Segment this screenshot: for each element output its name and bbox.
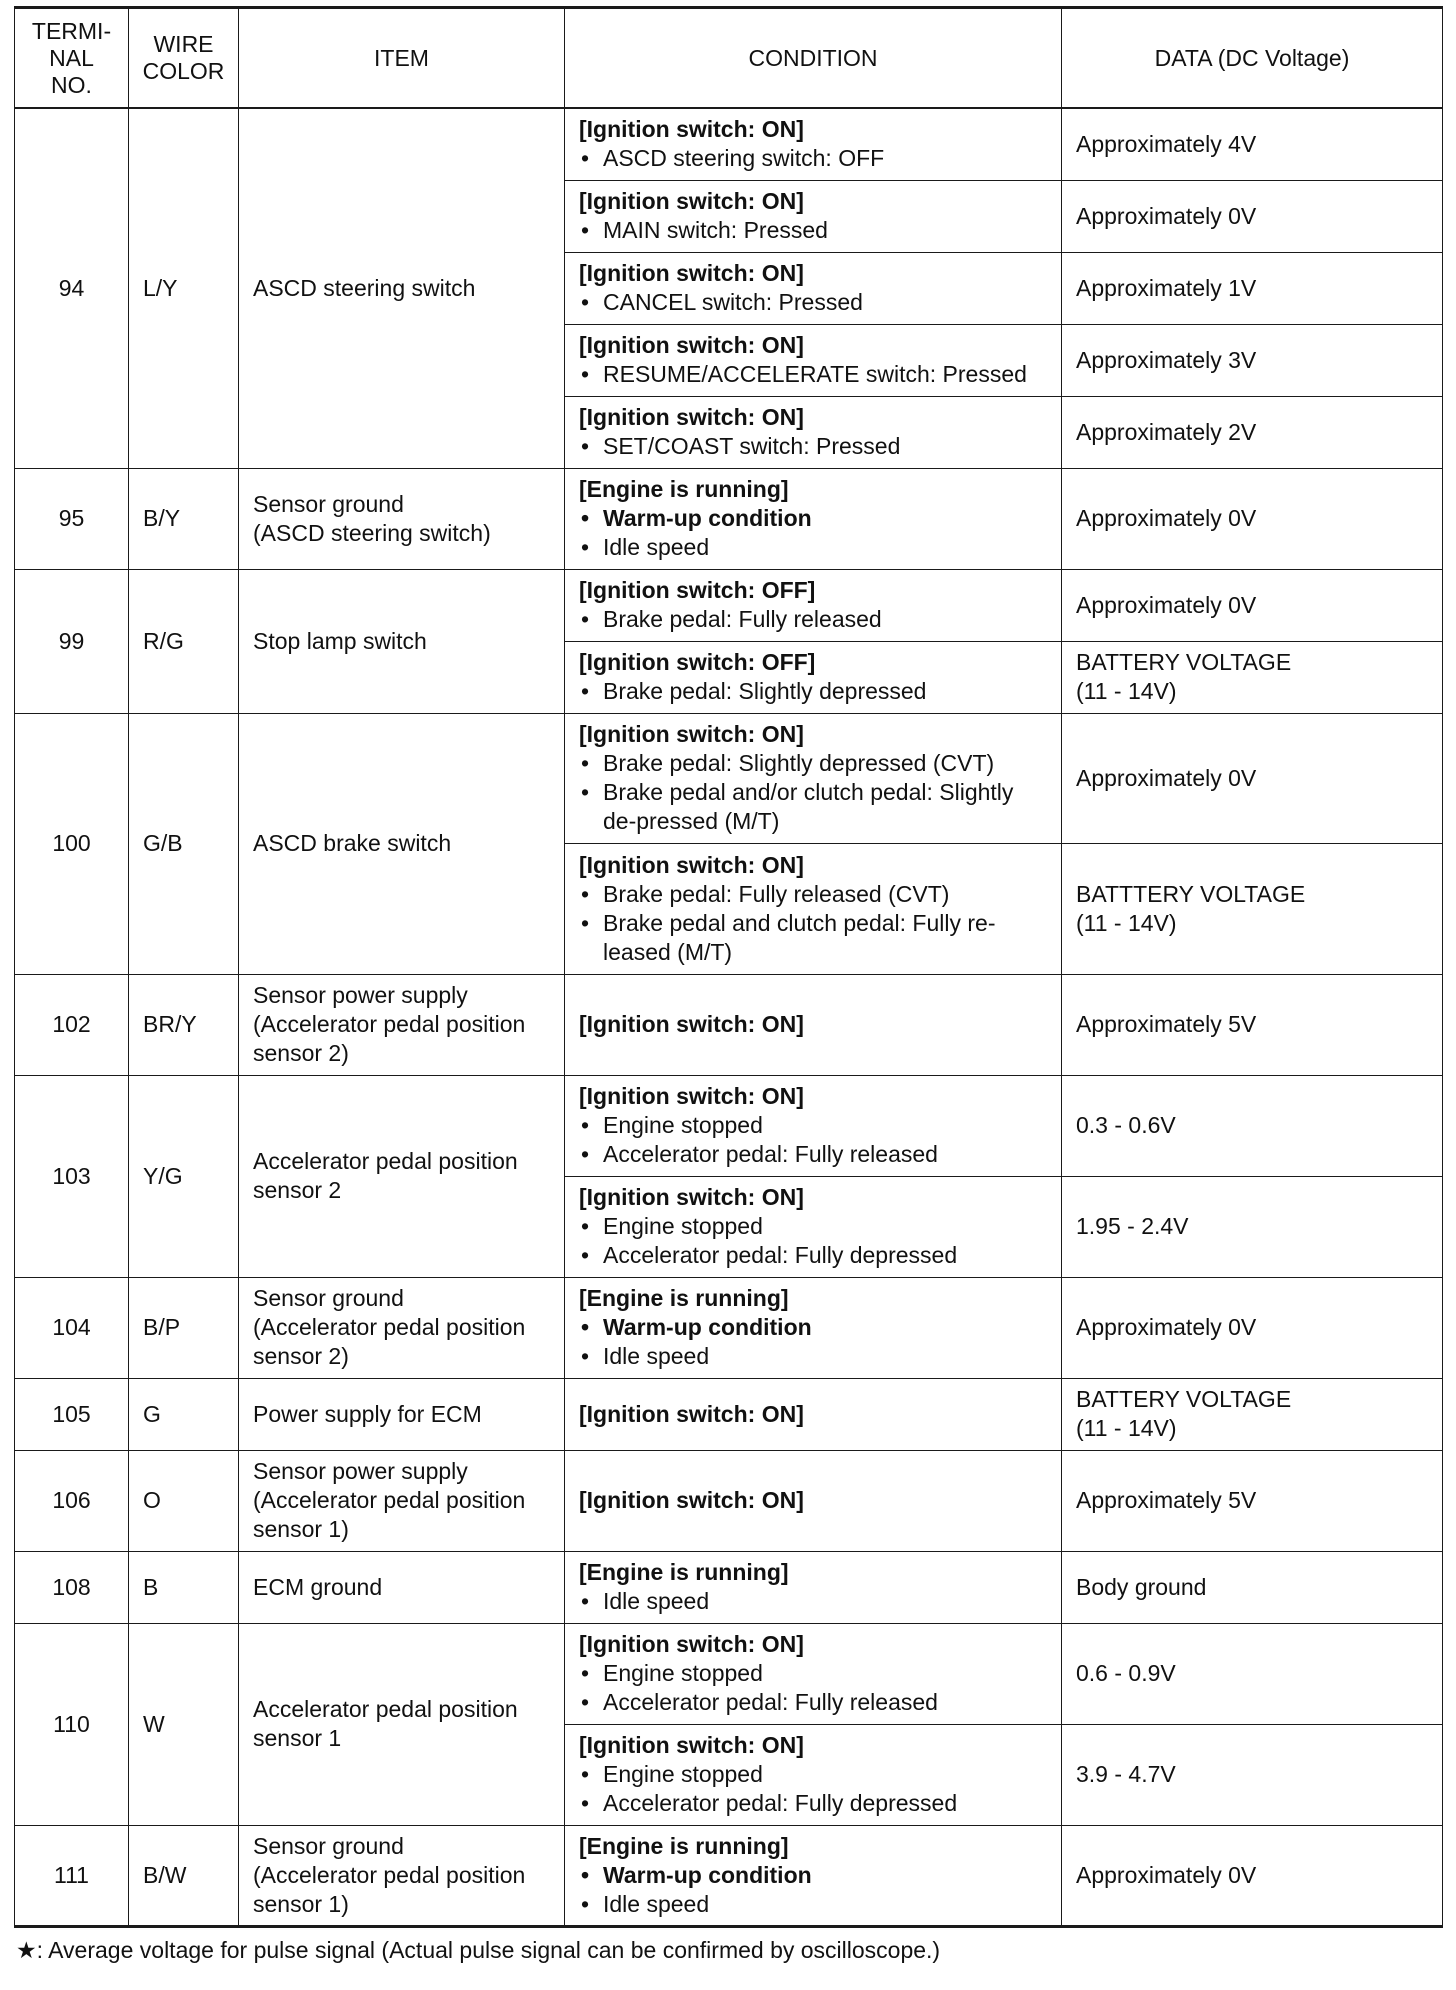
wire-color: Y/G [129,1075,239,1277]
condition-item: • Warm-up condition [579,1313,1047,1342]
condition-heading: [Ignition switch: ON] [579,1083,804,1109]
item-line: ASCD brake switch [253,830,452,856]
condition-heading: [Ignition switch: ON] [579,1732,804,1758]
item-line: (Accelerator pedal position [253,1011,526,1037]
wire-color: B/P [129,1277,239,1378]
header-wire-color: WIRE COLOR [129,8,239,109]
item-line: Accelerator pedal position [253,1148,518,1174]
item-line: ECM ground [253,1573,383,1600]
data-value [1062,1724,1443,1825]
condition-heading: [Engine is running] [579,1832,789,1859]
condition-item: • Idle speed [579,1587,1047,1616]
condition-list [579,504,1047,562]
item-description [239,108,565,468]
item-line: Stop lamp switch [253,627,427,654]
table-row [15,1075,1443,1176]
condition-cell [565,569,1062,641]
item-line: sensor 1 [253,1725,342,1751]
table-row [15,1378,1443,1450]
terminal-no: 100 [15,713,129,974]
data-value [1062,180,1443,252]
data-line: Approximately 0V [1076,591,1257,618]
condition-list [579,677,1047,706]
wire-color: BR/Y [129,974,239,1075]
item-description [239,1277,565,1378]
data-line: (11 - 14V) [1076,909,1177,936]
condition-item: • Idle speed [579,1342,1047,1371]
terminal-no: 99 [15,569,129,713]
condition-item: • Accelerator pedal: Fully depressed [579,1241,1047,1270]
item-line: Sensor ground [253,490,404,517]
wire-color: B/W [129,1825,239,1926]
condition-heading: [Engine is running] [579,476,789,502]
condition-heading: [Ignition switch: ON] [579,1400,804,1427]
item-line: (Accelerator pedal position [253,1861,526,1888]
condition-item: • Accelerator pedal: Fully released [579,1140,1047,1169]
condition-cell [565,843,1062,974]
condition-item: • Brake pedal: Fully released (CVT) [579,880,1047,909]
condition-heading: [Ignition switch: ON] [579,1011,804,1037]
condition-list [579,1111,1047,1169]
condition-heading: [Ignition switch: ON] [579,851,804,878]
item-line: Sensor power supply [253,982,468,1008]
condition-list [579,288,1047,317]
data-value [1062,1825,1443,1926]
condition-item: • RESUME/ACCELERATE switch: Pressed [579,360,1047,389]
data-value [1062,1450,1443,1551]
condition-item: • Brake pedal: Slightly depressed (CVT) [579,749,1047,778]
condition-heading: [Ignition switch: ON] [579,404,804,430]
condition-item: • Warm-up condition [579,1861,1047,1890]
wire-color: R/G [129,569,239,713]
terminal-no: 102 [15,974,129,1075]
item-line: (Accelerator pedal position [253,1314,526,1340]
condition-cell [565,1825,1062,1926]
table-row [15,1450,1443,1551]
terminal-no: 108 [15,1551,129,1623]
wire-color: G [129,1378,239,1450]
terminal-no: 105 [15,1378,129,1450]
table-row [15,974,1443,1075]
terminal-no: 94 [15,108,129,468]
condition-list [579,144,1047,173]
condition-cell [565,1551,1062,1623]
condition-item: • Accelerator pedal: Fully depressed [579,1789,1047,1818]
item-description [239,1378,565,1450]
header-condition: CONDITION [565,8,1062,109]
item-line: Sensor ground [253,1832,404,1859]
data-value [1062,468,1443,569]
condition-cell [565,1277,1062,1378]
terminal-no: 111 [15,1825,129,1926]
condition-list [579,1587,1047,1616]
item-line: sensor 2 [253,1177,342,1203]
condition-cell [565,1623,1062,1724]
wire-color: L/Y [129,108,239,468]
condition-cell [565,108,1062,180]
condition-cell [565,1378,1062,1450]
item-line: (Accelerator pedal position [253,1487,526,1513]
data-line: Approximately 3V [1076,346,1257,373]
item-line: Accelerator pedal position [253,1696,518,1722]
data-line: 3.9 - 4.7V [1076,1761,1176,1787]
table-row [15,1277,1443,1378]
terminal-no: 106 [15,1450,129,1551]
item-line: ASCD steering switch [253,274,476,301]
condition-heading: [Ignition switch: ON] [579,260,804,286]
terminal-no: 104 [15,1277,129,1378]
table-row [15,1825,1443,1926]
wire-color: B [129,1551,239,1623]
data-line: Approximately 0V [1076,1314,1257,1340]
condition-cell [565,713,1062,843]
condition-item: • Engine stopped [579,1659,1047,1688]
condition-item: • Engine stopped [579,1111,1047,1140]
condition-item: • Warm-up condition [579,504,1047,533]
data-line: Approximately 0V [1076,1861,1257,1888]
data-line: BATTTERY VOLTAGE [1076,880,1306,907]
data-line: Approximately 4V [1076,130,1257,157]
condition-item: • Engine stopped [579,1212,1047,1241]
condition-item: • CANCEL switch: Pressed [579,288,1047,317]
condition-cell [565,1724,1062,1825]
item-line: sensor 2) [253,1040,349,1066]
header-item: ITEM [239,8,565,109]
data-value [1062,324,1443,396]
table-row [15,713,1443,843]
condition-cell [565,468,1062,569]
condition-list [579,605,1047,634]
data-line: 1.95 - 2.4V [1076,1213,1189,1239]
condition-list [579,216,1047,245]
terminal-no: 95 [15,468,129,569]
condition-heading: [Engine is running] [579,1559,789,1585]
condition-list [579,1760,1047,1818]
condition-cell [565,1450,1062,1551]
table-header [15,8,1443,109]
item-description [239,1623,565,1825]
condition-cell [565,1176,1062,1277]
condition-cell [565,252,1062,324]
item-line: Sensor ground [253,1285,404,1311]
star-icon: ★ [16,1936,37,1963]
condition-cell [565,180,1062,252]
condition-cell [565,324,1062,396]
table-row [15,569,1443,641]
data-value [1062,252,1443,324]
condition-list [579,360,1047,389]
terminal-no: 103 [15,1075,129,1277]
table-row [15,1623,1443,1724]
condition-list [579,1861,1047,1919]
condition-item: • Idle speed [579,1890,1047,1919]
condition-item: • SET/COAST switch: Pressed [579,432,1047,461]
wire-color: W [129,1623,239,1825]
data-value [1062,1075,1443,1176]
data-value [1062,1551,1443,1623]
condition-heading: [Ignition switch: OFF] [579,649,816,675]
data-value [1062,1176,1443,1277]
condition-item: • ASCD steering switch: OFF [579,144,1047,173]
condition-heading: [Ignition switch: OFF] [579,577,816,603]
item-description [239,713,565,974]
data-value [1062,843,1443,974]
condition-list [579,1313,1047,1371]
table-body [15,108,1443,1926]
table-row [15,108,1443,180]
condition-item: • Engine stopped [579,1760,1047,1789]
condition-item: • Idle speed [579,533,1047,562]
item-description [239,1825,565,1926]
header-terminal-no: TERMI- NAL NO. [15,8,129,109]
condition-item: • Brake pedal: Slightly depressed [579,677,1047,706]
wire-color: G/B [129,713,239,974]
data-value [1062,108,1443,180]
condition-item: • Brake pedal and clutch pedal: Fully re-leased (M/T) [579,909,1047,967]
data-line: 0.6 - 0.9V [1076,1660,1176,1686]
footnote-text: : Average voltage for pulse signal (Actual pulse signal can be confirmed by oscilloscope.) [36,1936,941,1963]
condition-heading: [Ignition switch: ON] [579,721,804,747]
data-value [1062,713,1443,843]
condition-item: • Brake pedal: Fully released [579,605,1047,634]
data-line: BATTERY VOLTAGE [1076,649,1292,675]
condition-heading: [Ignition switch: ON] [579,1631,804,1657]
data-line: Approximately 0V [1076,505,1257,531]
condition-item: • MAIN switch: Pressed [579,216,1047,245]
terminal-no: 110 [15,1623,129,1825]
condition-cell [565,974,1062,1075]
item-description [239,1075,565,1277]
item-line: Sensor power supply [253,1458,468,1484]
condition-heading: [Ignition switch: ON] [579,332,804,358]
wire-color: B/Y [129,468,239,569]
data-value [1062,569,1443,641]
condition-list [579,880,1047,967]
item-line: Power supply for ECM [253,1400,482,1427]
item-line: sensor 1) [253,1516,349,1542]
table-row [15,1551,1443,1623]
header-data: DATA (DC Voltage) [1062,8,1443,109]
document [14,6,1442,1965]
ecm-terminal-table [14,6,1443,1928]
item-line: sensor 1) [253,1890,349,1917]
data-line: Approximately 1V [1076,274,1257,301]
condition-cell [565,396,1062,468]
condition-list [579,1659,1047,1717]
condition-cell [565,641,1062,713]
data-line: Approximately 5V [1076,1487,1257,1513]
condition-heading: [Ignition switch: ON] [579,188,804,214]
wire-color: O [129,1450,239,1551]
data-line: 0.3 - 0.6V [1076,1112,1176,1138]
item-description [239,974,565,1075]
condition-cell [565,1075,1062,1176]
condition-item: • Brake pedal and/or clutch pedal: Slightly de-pressed (M/T) [579,778,1047,836]
condition-list [579,1212,1047,1270]
condition-item: • Accelerator pedal: Fully released [579,1688,1047,1717]
condition-heading: [Ignition switch: ON] [579,1184,804,1210]
condition-heading: [Ignition switch: ON] [579,1487,804,1513]
item-description [239,468,565,569]
condition-heading: [Engine is running] [579,1285,789,1311]
item-line: (ASCD steering switch) [253,519,491,546]
item-description [239,1450,565,1551]
data-line: Approximately 5V [1076,1011,1257,1037]
data-line: Body ground [1076,1573,1207,1600]
data-line: BATTERY VOLTAGE [1076,1386,1292,1412]
data-line: Approximately 2V [1076,418,1257,445]
footnote [14,1936,1442,1965]
condition-heading: [Ignition switch: ON] [579,116,804,143]
data-line: (11 - 14V) [1076,1415,1177,1441]
item-description [239,1551,565,1623]
data-value [1062,396,1443,468]
data-value [1062,974,1443,1075]
data-line: Approximately 0V [1076,764,1257,791]
data-value [1062,1277,1443,1378]
data-line: (11 - 14V) [1076,678,1177,704]
data-value [1062,1623,1443,1724]
data-value [1062,641,1443,713]
condition-list [579,432,1047,461]
condition-list [579,749,1047,836]
table-row [15,468,1443,569]
item-line: sensor 2) [253,1343,349,1369]
data-line: Approximately 0V [1076,202,1257,229]
item-description [239,569,565,713]
data-value [1062,1378,1443,1450]
